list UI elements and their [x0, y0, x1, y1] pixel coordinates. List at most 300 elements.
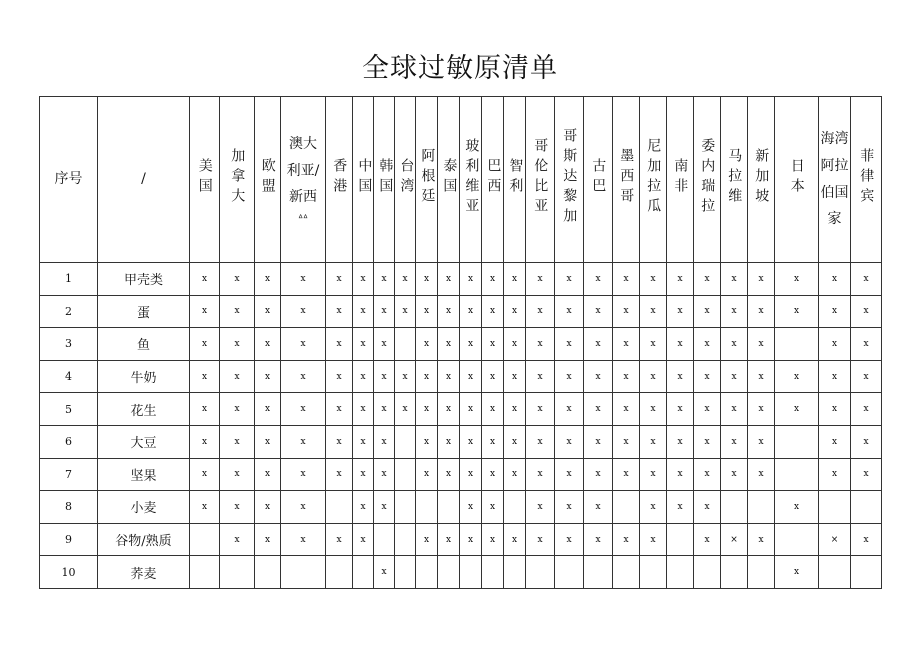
table-row [40, 360, 882, 393]
allergen-mark: x [353, 295, 374, 328]
allergen-mark: x [255, 295, 281, 328]
allergen-mark: x [640, 458, 667, 491]
allergen-mark: x [819, 425, 851, 458]
header-country [667, 97, 694, 263]
allergen-mark: x [721, 393, 748, 426]
allergen-mark: x [775, 556, 819, 589]
allergen-mark: x [460, 491, 482, 524]
allergen-mark [416, 491, 438, 524]
row-number: 9 [40, 523, 98, 556]
allergen-mark: x [694, 523, 721, 556]
allergen-mark [460, 556, 482, 589]
allergen-mark: x [775, 263, 819, 296]
allergen-mark: x [353, 263, 374, 296]
table-row [40, 328, 882, 361]
allergen-name: 大豆 [98, 425, 190, 458]
allergen-mark: x [281, 360, 326, 393]
row-number: 7 [40, 458, 98, 491]
row-number: 10 [40, 556, 98, 589]
allergen-mark: x [748, 263, 775, 296]
allergen-mark: x [526, 360, 555, 393]
allergen-mark: x [667, 295, 694, 328]
allergen-mark: x [819, 328, 851, 361]
allergen-mark: x [504, 360, 526, 393]
row-number: 5 [40, 393, 98, 426]
allergen-mark: x [667, 393, 694, 426]
allergen-mark: x [281, 458, 326, 491]
table-row [40, 491, 882, 524]
header-country [819, 97, 851, 263]
allergen-mark: x [255, 393, 281, 426]
allergen-mark: x [640, 328, 667, 361]
allergen-mark: x [613, 360, 640, 393]
row-number: 1 [40, 263, 98, 296]
allergen-mark: x [281, 393, 326, 426]
allergen-mark: x [584, 393, 613, 426]
allergen-mark: x [851, 295, 882, 328]
header-country [281, 97, 326, 263]
allergen-mark: x [819, 295, 851, 328]
allergen-mark: x [220, 360, 255, 393]
allergen-mark: x [460, 295, 482, 328]
allergen-mark: x [775, 360, 819, 393]
allergen-mark: x [721, 263, 748, 296]
header-country-label: 古巴 [590, 157, 607, 198]
allergen-mark: x [353, 491, 374, 524]
header-country-label: 中国 [356, 157, 373, 198]
allergen-mark: x [482, 360, 504, 393]
allergen-mark: x [526, 328, 555, 361]
allergen-mark: x [395, 360, 416, 393]
allergen-mark: x [640, 263, 667, 296]
allergen-mark: x [640, 360, 667, 393]
allergen-mark: x [482, 491, 504, 524]
row-number: 3 [40, 328, 98, 361]
header-country [255, 97, 281, 263]
allergen-mark: x [851, 328, 882, 361]
allergen-mark: x [255, 263, 281, 296]
header-country [775, 97, 819, 263]
allergen-mark [667, 556, 694, 589]
header-country-label: 菲律宾 [858, 147, 875, 208]
header-country-label: 美国 [196, 157, 213, 198]
allergen-mark: x [438, 425, 460, 458]
header-country-label: 加拿大 [229, 147, 246, 208]
allergen-mark [526, 556, 555, 589]
allergen-mark: x [640, 425, 667, 458]
allergen-name: 甲壳类 [98, 263, 190, 296]
allergen-mark: x [819, 458, 851, 491]
allergen-mark: x [438, 393, 460, 426]
allergen-mark: x [353, 425, 374, 458]
header-country [721, 97, 748, 263]
allergen-mark: x [353, 328, 374, 361]
header-country [190, 97, 220, 263]
allergen-mark: x [819, 360, 851, 393]
allergen-mark: x [438, 523, 460, 556]
allergen-mark [775, 328, 819, 361]
allergen-mark: x [220, 295, 255, 328]
allergen-mark: x [326, 523, 353, 556]
header-country-label: 玻利维亚 [463, 137, 480, 218]
allergen-mark: x [555, 458, 584, 491]
allergen-mark: x [190, 360, 220, 393]
allergen-mark: x [374, 360, 395, 393]
header-country-label: 泰国 [441, 157, 458, 198]
allergen-mark: x [438, 263, 460, 296]
allergen-mark: x [395, 295, 416, 328]
allergen-mark: x [694, 328, 721, 361]
header-country-label: 墨西哥 [618, 147, 635, 208]
allergen-name: 坚果 [98, 458, 190, 491]
allergen-mark [255, 556, 281, 589]
allergen-mark: x [584, 295, 613, 328]
allergen-mark: x [555, 491, 584, 524]
allergen-mark: x [438, 360, 460, 393]
allergen-mark: x [775, 393, 819, 426]
header-country [526, 97, 555, 263]
allergen-mark: x [220, 328, 255, 361]
allergen-mark: x [460, 425, 482, 458]
allergen-mark [190, 523, 220, 556]
allergen-mark: x [220, 491, 255, 524]
allergen-mark: x [416, 360, 438, 393]
allergen-mark [281, 556, 326, 589]
allergen-mark: x [281, 491, 326, 524]
allergen-mark: x [667, 425, 694, 458]
allergen-mark: x [374, 328, 395, 361]
allergen-mark: x [584, 523, 613, 556]
header-country-label: 哥伦比亚 [532, 137, 549, 218]
allergen-mark: x [748, 328, 775, 361]
header-country [460, 97, 482, 263]
allergen-mark: x [460, 523, 482, 556]
allergen-mark: x [255, 491, 281, 524]
allergen-mark [775, 523, 819, 556]
allergen-mark: x [526, 263, 555, 296]
allergen-mark: x [694, 295, 721, 328]
allergen-mark: x [721, 425, 748, 458]
allergen-mark: x [326, 295, 353, 328]
allergen-mark: x [504, 393, 526, 426]
allergen-mark: x [851, 425, 882, 458]
allergen-name: 牛奶 [98, 360, 190, 393]
header-country-label: 马拉维 [726, 147, 743, 208]
allergen-mark: x [482, 295, 504, 328]
allergen-mark [613, 556, 640, 589]
allergen-mark: x [220, 263, 255, 296]
allergen-mark [775, 425, 819, 458]
allergen-mark: x [281, 425, 326, 458]
allergen-mark: x [504, 328, 526, 361]
allergen-mark: x [584, 328, 613, 361]
allergen-mark: x [460, 263, 482, 296]
allergen-mark [395, 491, 416, 524]
allergen-mark [721, 491, 748, 524]
table-body [40, 263, 882, 589]
allergen-mark: x [851, 458, 882, 491]
allergen-mark: x [416, 328, 438, 361]
allergen-table [39, 96, 882, 589]
allergen-mark: x [374, 393, 395, 426]
allergen-mark: x [526, 295, 555, 328]
allergen-mark: x [395, 263, 416, 296]
header-country [555, 97, 584, 263]
table-row [40, 263, 882, 296]
allergen-mark: x [353, 458, 374, 491]
allergen-mark: x [667, 263, 694, 296]
allergen-mark: x [395, 393, 416, 426]
allergen-mark [851, 491, 882, 524]
allergen-mark: x [613, 295, 640, 328]
allergen-mark: × [819, 523, 851, 556]
allergen-mark: x [775, 295, 819, 328]
allergen-mark: x [851, 263, 882, 296]
allergen-mark: x [694, 263, 721, 296]
allergen-mark: x [851, 523, 882, 556]
allergen-mark: x [374, 458, 395, 491]
allergen-mark: x [748, 425, 775, 458]
allergen-mark: x [613, 393, 640, 426]
header-country-label: 欧盟 [259, 157, 276, 198]
allergen-mark: x [281, 523, 326, 556]
allergen-name: 花生 [98, 393, 190, 426]
allergen-mark: x [220, 458, 255, 491]
allergen-mark: x [255, 425, 281, 458]
allergen-mark: x [220, 425, 255, 458]
allergen-mark: x [584, 360, 613, 393]
allergen-mark: x [819, 393, 851, 426]
allergen-mark [504, 556, 526, 589]
allergen-mark: x [613, 458, 640, 491]
header-country [504, 97, 526, 263]
allergen-mark: x [584, 263, 613, 296]
allergen-mark [326, 556, 353, 589]
allergen-mark [438, 491, 460, 524]
allergen-mark [640, 556, 667, 589]
header-country-label: 新加坡 [753, 147, 770, 208]
allergen-mark: x [281, 328, 326, 361]
allergen-mark [353, 556, 374, 589]
allergen-name: 小麦 [98, 491, 190, 524]
allergen-mark: x [667, 491, 694, 524]
allergen-mark: x [326, 360, 353, 393]
allergen-mark [395, 425, 416, 458]
header-country-label: 澳大 利亚/ 新西 ᐞᐞ [286, 136, 320, 224]
header-country-label: 尼加拉瓜 [645, 137, 662, 218]
allergen-mark: x [504, 295, 526, 328]
allergen-mark [775, 458, 819, 491]
allergen-mark: x [438, 328, 460, 361]
allergen-mark [667, 523, 694, 556]
header-country-label: 海湾 阿拉 伯国 家 [820, 131, 849, 228]
allergen-mark: x [721, 295, 748, 328]
header-country-label: 韩国 [377, 157, 394, 198]
allergen-mark [438, 556, 460, 589]
allergen-mark: x [374, 263, 395, 296]
allergen-mark [613, 491, 640, 524]
allergen-mark: x [640, 491, 667, 524]
allergen-mark: x [482, 393, 504, 426]
header-country [748, 97, 775, 263]
row-number: 2 [40, 295, 98, 328]
allergen-mark: x [555, 393, 584, 426]
header-country [353, 97, 374, 263]
allergen-mark: x [667, 360, 694, 393]
allergen-mark: x [255, 458, 281, 491]
table-row [40, 523, 882, 556]
allergen-mark: x [526, 393, 555, 426]
allergen-mark [851, 556, 882, 589]
allergen-mark: x [613, 425, 640, 458]
header-country [220, 97, 255, 263]
row-number: 8 [40, 491, 98, 524]
header-country [640, 97, 667, 263]
table-row [40, 458, 882, 491]
allergen-mark [395, 458, 416, 491]
allergen-mark: x [326, 328, 353, 361]
row-number: 6 [40, 425, 98, 458]
allergen-mark: x [460, 393, 482, 426]
allergen-mark: x [482, 263, 504, 296]
table-row [40, 295, 882, 328]
allergen-mark: x [584, 425, 613, 458]
allergen-mark: x [190, 295, 220, 328]
allergen-mark: x [555, 523, 584, 556]
allergen-mark: x [281, 263, 326, 296]
allergen-mark: x [748, 360, 775, 393]
allergen-mark: x [190, 491, 220, 524]
header-country-label: 香港 [331, 157, 348, 198]
allergen-mark: x [775, 491, 819, 524]
allergen-mark: x [326, 425, 353, 458]
allergen-mark: x [851, 393, 882, 426]
allergen-mark: x [416, 458, 438, 491]
allergen-name: 谷物/熟质 [98, 523, 190, 556]
allergen-mark: x [555, 360, 584, 393]
allergen-mark: x [190, 458, 220, 491]
allergen-mark: x [667, 328, 694, 361]
allergen-mark: × [721, 523, 748, 556]
allergen-mark: x [694, 360, 721, 393]
allergen-mark: x [721, 328, 748, 361]
allergen-mark [748, 556, 775, 589]
allergen-mark: x [748, 295, 775, 328]
header-country [584, 97, 613, 263]
table-row [40, 425, 882, 458]
allergen-mark: x [555, 425, 584, 458]
allergen-mark: x [504, 523, 526, 556]
allergen-mark: x [819, 263, 851, 296]
allergen-mark: x [526, 425, 555, 458]
allergen-name: 荞麦 [98, 556, 190, 589]
allergen-mark [220, 556, 255, 589]
allergen-mark: x [721, 458, 748, 491]
header-country [613, 97, 640, 263]
header-country [482, 97, 504, 263]
allergen-mark: x [694, 491, 721, 524]
allergen-name: 蛋 [98, 295, 190, 328]
allergen-mark: x [438, 458, 460, 491]
allergen-mark [482, 556, 504, 589]
header-seq: 序号 [40, 97, 98, 263]
allergen-mark: x [613, 328, 640, 361]
allergen-mark: x [416, 393, 438, 426]
allergen-mark: x [255, 360, 281, 393]
header-country-label: 阿根廷 [419, 147, 436, 208]
allergen-mark: x [416, 295, 438, 328]
allergen-mark: x [555, 263, 584, 296]
allergen-mark: x [640, 295, 667, 328]
allergen-mark [555, 556, 584, 589]
allergen-mark: x [584, 491, 613, 524]
header-country [438, 97, 460, 263]
header-country [395, 97, 416, 263]
allergen-mark: x [220, 523, 255, 556]
allergen-mark: x [694, 425, 721, 458]
allergen-mark: x [748, 393, 775, 426]
allergen-mark: x [190, 263, 220, 296]
allergen-mark: x [482, 328, 504, 361]
allergen-mark: x [460, 458, 482, 491]
allergen-name: 鱼 [98, 328, 190, 361]
allergen-mark: x [748, 523, 775, 556]
allergen-mark: x [416, 263, 438, 296]
allergen-mark: x [353, 523, 374, 556]
allergen-mark: x [555, 295, 584, 328]
allergen-mark: x [526, 523, 555, 556]
allergen-mark: x [353, 360, 374, 393]
header-country-label: 日本 [788, 157, 805, 198]
allergen-mark: x [460, 328, 482, 361]
row-number: 4 [40, 360, 98, 393]
allergen-mark: x [526, 491, 555, 524]
allergen-mark: x [326, 393, 353, 426]
allergen-mark: x [374, 491, 395, 524]
allergen-mark: x [326, 458, 353, 491]
header-country [326, 97, 353, 263]
allergen-mark [190, 556, 220, 589]
header-country [374, 97, 395, 263]
allergen-mark: x [667, 458, 694, 491]
header-country-label: 哥斯达黎加 [561, 127, 578, 228]
allergen-mark: x [353, 393, 374, 426]
allergen-mark [748, 491, 775, 524]
allergen-mark [326, 491, 353, 524]
allergen-mark: x [694, 393, 721, 426]
allergen-mark [584, 556, 613, 589]
table-row [40, 556, 882, 589]
allergen-mark: x [255, 328, 281, 361]
allergen-mark: x [613, 263, 640, 296]
header-row [40, 97, 882, 263]
allergen-mark: x [374, 556, 395, 589]
allergen-mark [395, 523, 416, 556]
allergen-mark: x [374, 295, 395, 328]
header-slash: / [98, 97, 190, 263]
allergen-mark: x [640, 393, 667, 426]
header-country-label: 智利 [507, 157, 524, 198]
allergen-mark: x [584, 458, 613, 491]
allergen-mark [395, 328, 416, 361]
allergen-mark: x [326, 263, 353, 296]
allergen-mark: x [640, 523, 667, 556]
allergen-mark: x [482, 523, 504, 556]
allergen-mark: x [281, 295, 326, 328]
header-country [416, 97, 438, 263]
allergen-mark: x [374, 425, 395, 458]
allergen-mark: x [482, 425, 504, 458]
